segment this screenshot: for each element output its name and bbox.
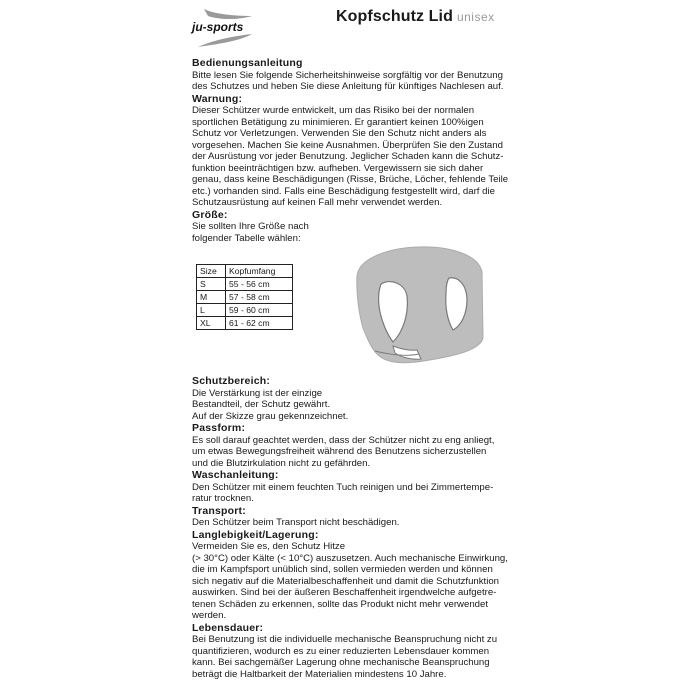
- title-text: Kopfschutz Lid: [336, 8, 453, 25]
- circumference-cell: 61 - 62 cm: [226, 317, 293, 330]
- text-line: Dieser Schützer wurde entwickelt, um das Risiko bei der normalen: [192, 105, 475, 116]
- text-line: kann. Bei sachgemäßer Lagerung ohne mechanische Beanspruchung: [192, 657, 490, 668]
- instructions: [192, 57, 522, 680]
- heading-waschanleitung: Waschanleitung:: [192, 469, 279, 481]
- text-line: des Schutzes und heben Sie diese Anleitung für künftiges Nachlesen auf.: [192, 81, 504, 92]
- table-row: [197, 291, 293, 304]
- size-cell: L: [197, 304, 226, 317]
- text-line: Sie sollten Ihre Größe nach: [192, 221, 309, 232]
- text-line: um etwas Bewegungsfreiheit während des Benutzens sicherzustellen: [192, 446, 487, 457]
- text-line: sich negativ auf die Materialbeschaffenheit und damit die Schutzfunktion: [192, 575, 500, 587]
- headguard-sketch: [347, 226, 497, 376]
- text-line: Bestandteil, der Schutz gewährt.: [192, 399, 331, 410]
- svg-text:ju-sports: ju-sports: [192, 20, 244, 34]
- text-line: Bitte lesen Sie folgende Sicherheitshinweise sorgfältig vor der Benutzung: [192, 69, 503, 81]
- size-cell: S: [197, 278, 226, 291]
- text-line: und die Blutzirkulation nicht zu gefährden.: [192, 457, 371, 469]
- text-line: vorgesehen. Machen Sie keine Ausnahmen. Überprüfen Sie den Zustand: [192, 139, 503, 151]
- heading-transport: Transport:: [192, 504, 246, 517]
- text-line: Den Schützer beim Transport nicht beschädigen.: [192, 517, 400, 528]
- text-line: Auf der Skizze grau gekennzeichnet.: [192, 410, 349, 422]
- text-line: sportlichen Betätigung zu minimieren. Er garantiert keinen 100%igen: [192, 116, 484, 128]
- size-table: [196, 264, 293, 330]
- heading-lebensdauer: Lebensdauer:: [192, 621, 264, 634]
- text-line: Die Verstärkung ist der einzige: [192, 387, 323, 399]
- schutzbereich-text: [192, 388, 362, 423]
- text-line: quantifizieren, wodurch es zu einer reduzierten Lebensdauer kommen: [192, 645, 490, 657]
- ju-sports-logo: [190, 8, 270, 48]
- heading-schutzbereich: Schutzbereich:: [192, 375, 271, 387]
- size-cell: XL: [197, 317, 226, 330]
- text-line: beträgt die Haltbarkeit der Materialien mindestens 10 Jahre.: [192, 668, 447, 680]
- table-row: [197, 304, 293, 317]
- page-title: [336, 8, 495, 26]
- text-line: (> 30°C) oder Kälte (< 10°C) auszusetzen. Auch mechanische Einwirkung,: [192, 552, 508, 564]
- size-intro: [192, 221, 322, 244]
- text-line: Den Schützer mit einem feuchten Tuch reinigen und bei Zimmertempe-: [192, 481, 494, 493]
- size-table-header: [197, 265, 293, 278]
- text-line: ratur trocknen.: [192, 493, 254, 504]
- circumference-cell: 59 - 60 cm: [226, 304, 293, 317]
- text-line: auswirken. Sind bei der äußeren Beschaffenheit irgendwelche aufgetre-: [192, 587, 497, 598]
- title-subtitle: unisex: [456, 10, 495, 24]
- text-line: etc.) vorhanden sind. Falls eine Beschädigung festgestellt wird, darf die: [192, 185, 495, 197]
- text-line: Es soll darauf geachtet werden, dass der Schützer nicht zu eng anliegt,: [192, 434, 495, 446]
- circumference-cell: 55 - 56 cm: [226, 278, 293, 291]
- heading-groesse: Größe:: [192, 208, 228, 221]
- heading-bedienung: Bedienungsanleitung: [192, 57, 303, 69]
- text-line: Bei Benutzung ist die individuelle mechanische Beanspruchung nicht zu: [192, 634, 498, 645]
- table-row: [197, 278, 293, 291]
- text-line: der Ausrüstung vor jeder Benutzung. Jeglicher Schaden kann die Schutz-: [192, 151, 504, 162]
- text-line: die im Kampfsport unüblich sind, sollen vermieden werden und können: [192, 564, 493, 575]
- circumference-header: Kopfumfang: [226, 265, 293, 278]
- heading-lagerung: Langlebigkeit/Lagerung:: [192, 528, 319, 541]
- size-header: Size: [197, 265, 226, 278]
- text-line: werden.: [192, 610, 227, 621]
- text-line: Vermeiden Sie es, den Schutz Hitze: [192, 541, 346, 552]
- heading-warnung: Warnung:: [192, 92, 243, 105]
- text-line: funktion beeinträchtigen bzw. aufheben. Vergewissern sie sich daher: [192, 162, 484, 174]
- text-line: Schutzausrüstung auf keinen Fall mehr verwendet werden.: [192, 197, 443, 208]
- text-line: genau, dass keine Beschädigungen (Risse, Brüche, Löcher, fehlende Teile: [192, 174, 509, 185]
- table-row: [197, 317, 293, 330]
- text-line: Schutz vor Verletzungen. Verwenden Sie den Schutz nicht anders als: [192, 128, 487, 139]
- text-line: folgender Tabelle wählen:: [192, 232, 301, 244]
- size-block: [192, 221, 522, 375]
- circumference-cell: 57 - 58 cm: [226, 291, 293, 304]
- size-cell: M: [197, 291, 226, 304]
- heading-passform: Passform:: [192, 422, 246, 434]
- text-line: tenen Schäden zu erkennen, sollte das Produkt nicht mehr verwendet: [192, 598, 488, 610]
